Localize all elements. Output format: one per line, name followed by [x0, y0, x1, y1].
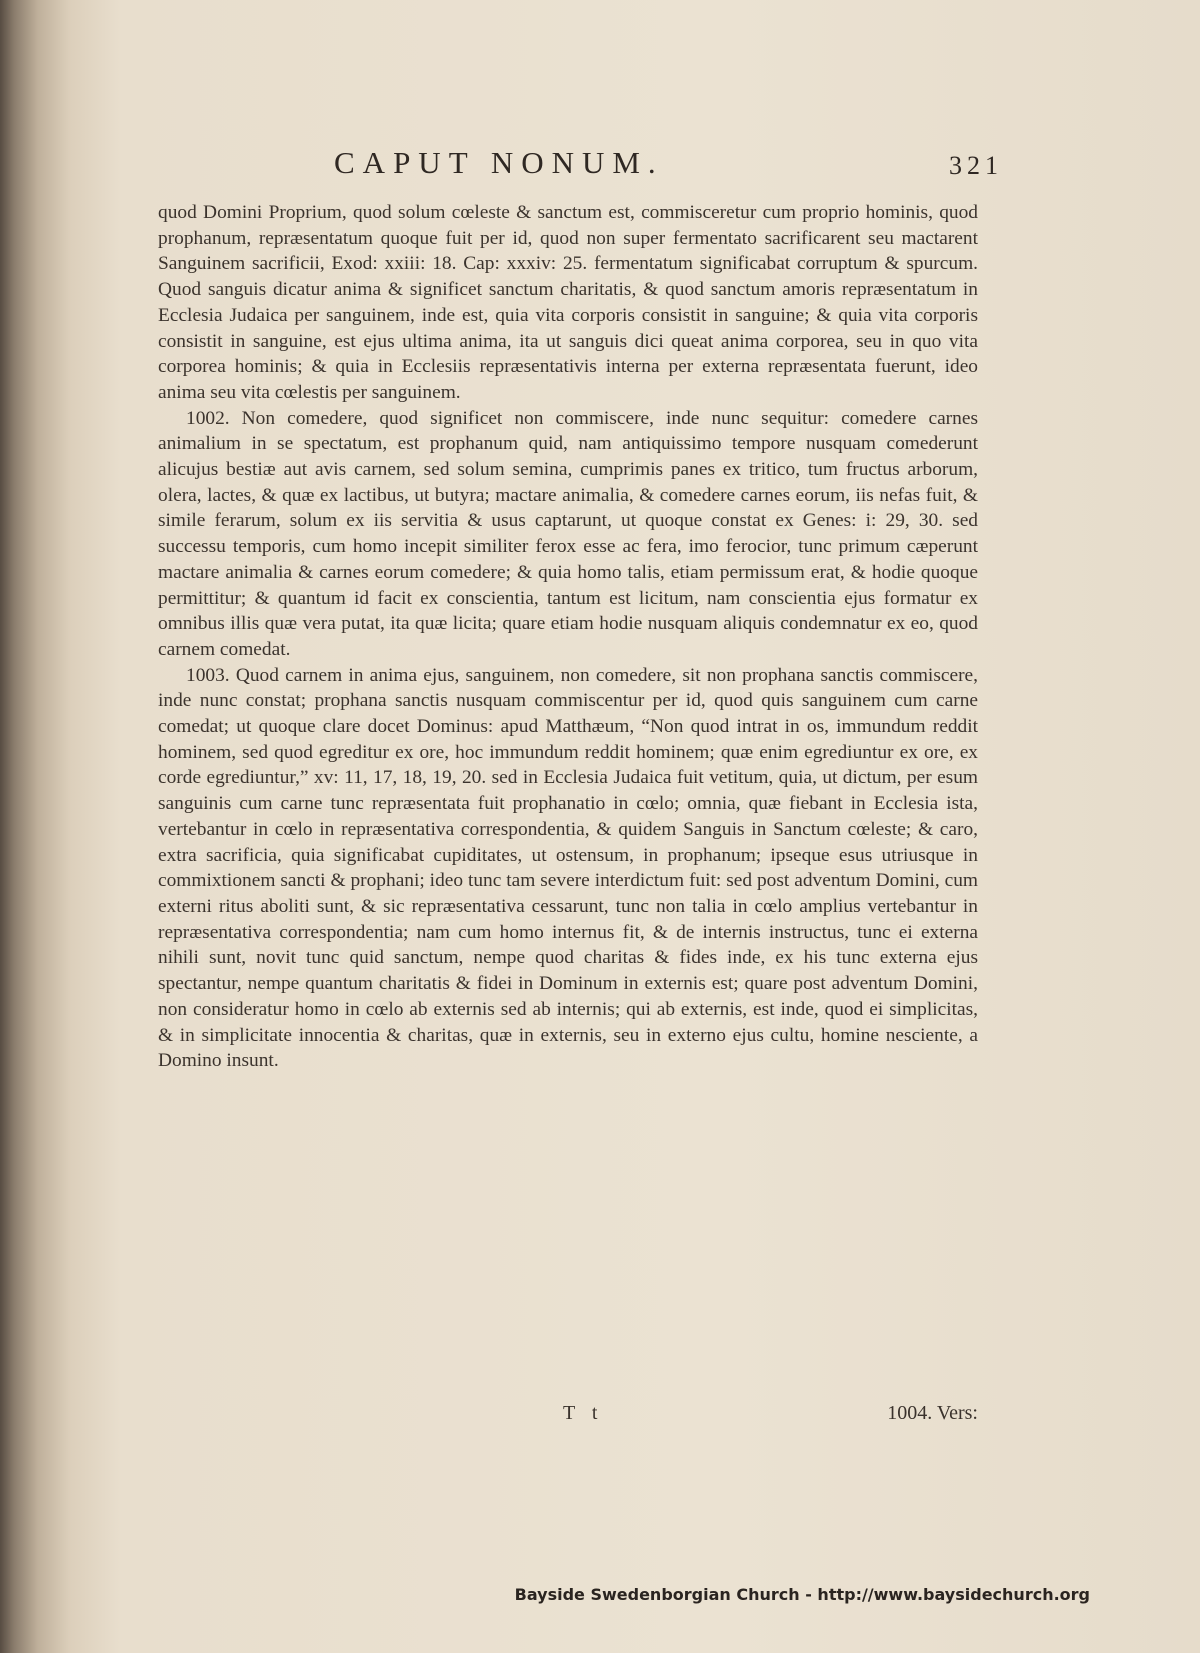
- body-text: [158, 200, 978, 1074]
- page-number: 321: [949, 151, 1003, 180]
- paragraph-1003: 1003. Quod carnem in anima ejus, sanguinem, non comedere, sit non prophana sanctis commiscere, inde nunc constat; prophana sanctis nusquam commiscentur per id, quod quis sanguinem cum carne comedat; ut quoque clare docet Dominus: apud Matthæum, “Non quod intrat in os, immundum reddit hominem, sed quod egreditur ex ore, hoc immundum reddit hominem; quæ enim egrediuntur ex ore, ex corde egrediuntur,” xv: 11, 17, 18, 19, 20. sed in Ecclesia Judaica fuit vetitum, quia, ut dictum, per esum sanguinis cum carne tunc repræsentata fuit prophanatio in cœlo; omnia, quæ fiebant in Ecclesia ista, vertebantur in cœlo in repræsentativa correspondentia, & quidem Sanguis in Sanctum cœleste; & caro, extra sacrificia, quia significabat cupiditates, ut ostensum, in prophanum; ipseque esus utriusque in commixtionem sancti & prophani; ideo tunc tam severe interdictum fuit: sed post adventum Domini, cum externi ritus aboliti sunt, & sic repræsentativa cessarunt, tunc non talia in cœlo amplius vertebantur in repræsentativa correspondentia; nam cum homo internus fit, & de internis instructus, tunc ei externa nihili sunt, novit tunc quid sanctum, nempe quod charitas & fides inde, ex his tunc externa ejus spectantur, nempe quantum charitatis & fidei in Dominum in externis est; quare post adventum Domini, non consideratur homo in cœlo ab externis sed ab internis; qui ab externis, est inde, quod ei simplicitas, & in simplicitate innocentia & charitas, quæ in externis, seu in externo ejus cultu, homine nesciente, a Domino insunt.: [158, 664, 978, 1072]
- signature-mark: T t: [563, 1402, 604, 1424]
- signature-line: [158, 1402, 978, 1432]
- watermark-footer: Bayside Swedenborgian Church - http://www.baysidechurch.org: [514, 1585, 1090, 1604]
- paragraph-continued: quod Domini Proprium, quod solum cœleste & sanctum est, commisceretur cum proprio hominis, quod prophanum, repræsentatum quoque fuit per id, quod non super fermentato sacrificarent seu mactarent Sanguinem sacrificii, Exod: xxiii: 18. Cap: xxxiv: 25. fermentatum significabat corruptum & spurcum. Quod sanguis dicatur anima & significet sanctum charitatis, & quod sanctum amoris repræsentatum in Ecclesia Judaica per sanguinem, inde est, quia vita corporis consistit in sanguine; & quia vita corporis consistit in sanguine, est ejus ultima anima, ita ut sanguis dici queat anima corporea, seu in quo vita corporea hominis; & quia in Ecclesiis repræsentativis interna per externa repræsentata fuerunt, ideo anima seu vita cœlestis per sanguinem.: [158, 202, 978, 403]
- running-head: CAPUT NONUM.: [334, 145, 664, 180]
- page-header: [158, 145, 1003, 185]
- paragraph-1002: 1002. Non comedere, quod significet non commiscere, inde nunc sequitur: comedere carnes animalium in se spectatum, est prophanum quid, nam antiquissimo tempore nusquam comederunt alicujus bestiæ aut avis carnem, sed solum semina, cumprimis panes ex tritico, tum fructus arborum, olera, lactes, & quæ ex lactibus, ut butyra; mactare animalia, & comedere carnes eorum, iis nefas fuit, & simile ferarum, solum ex iis servitia & usus captarunt, ut quoque constat ex Genes: i: 29, 30. sed successu temporis, cum homo incepit similiter ferox esse ac fera, imo ferocior, tunc primum cæperunt mactare animalia & carnes eorum comedere; & quia homo talis, etiam permissum erat, & hodie quoque permittitur; & quantum id facit ex conscientia, tantum est licitum, nam conscientia ejus formatur ex omnibus illis quæ vera putat, ita quæ licita; quare etiam hodie nusquam aliquis condemnatur ex eo, quod carnem comedat.: [158, 407, 978, 660]
- catchword: 1004. Vers:: [887, 1402, 978, 1424]
